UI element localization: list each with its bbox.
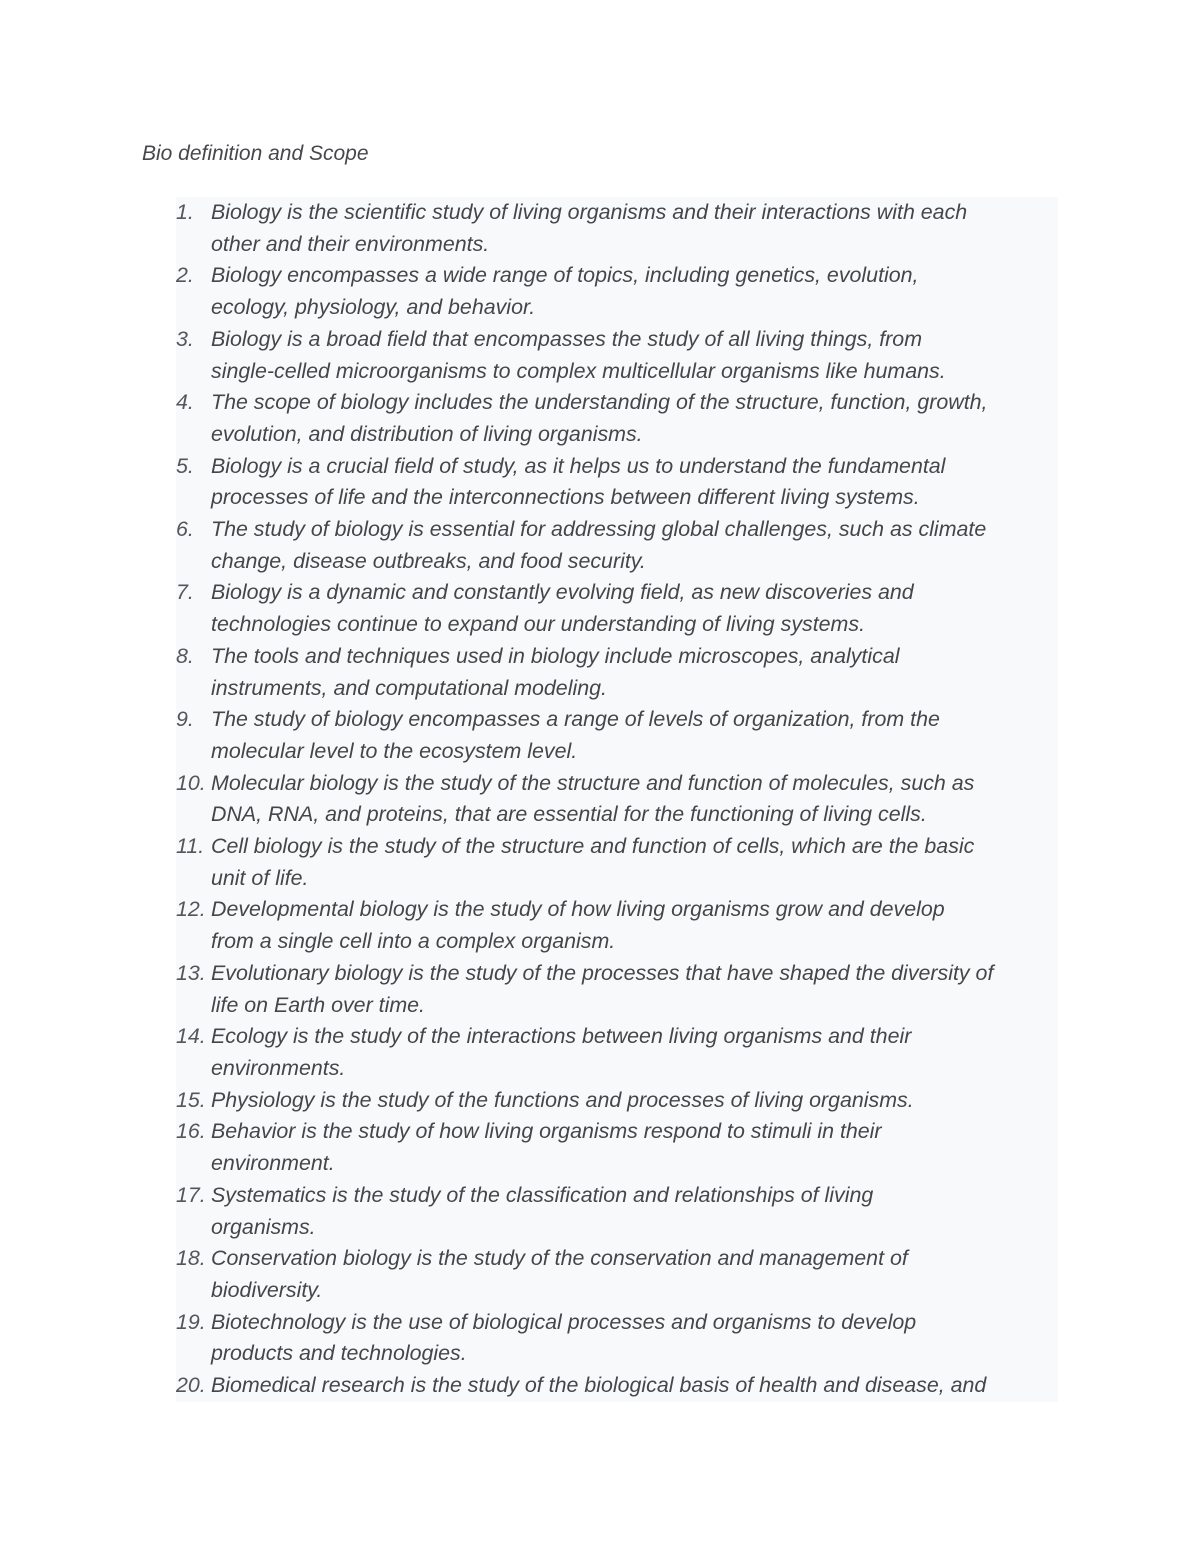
list-item-text: The study of biology is essential for addressing global challenges, such as climate: [211, 517, 987, 542]
list-item-text: Evolutionary biology is the study of the processes that have shaped the diversity of: [211, 960, 994, 985]
list-item-text: Biology is a dynamic and constantly evolving field, as new discoveries and: [211, 580, 914, 605]
list-item-text: processes of life and the interconnections between different living systems.: [211, 485, 920, 510]
list-item-text: Molecular biology is the study of the structure and function of molecules, such as: [211, 770, 975, 795]
list-item-number: 8.: [176, 643, 194, 668]
list-item-text: ecology, physiology, and behavior.: [211, 295, 536, 320]
list-item: [176, 1243, 1058, 1306]
list-item-text: organisms.: [211, 1214, 316, 1239]
list-item-number: 20.: [176, 1373, 206, 1398]
list-item-text: other and their environments.: [211, 231, 490, 256]
list-item: [176, 451, 1058, 514]
list-item-number: 1.: [176, 200, 194, 224]
list-item-number: 12.: [176, 897, 206, 922]
list-item-text: life on Earth over time.: [211, 992, 426, 1017]
list-item-text: The study of biology encompasses a range of levels of organization, from the: [211, 707, 940, 732]
list-item-text: Behavior is the study of how living organisms respond to stimuli in their: [211, 1119, 882, 1144]
list-item: [176, 1307, 1058, 1370]
list-item-text: Developmental biology is the study of how living organisms grow and develop: [211, 897, 945, 922]
list-item-number: 19.: [176, 1309, 206, 1334]
list-item-text: Physiology is the study of the functions and processes of living organisms.: [211, 1087, 914, 1112]
list-item-number: 10.: [176, 770, 206, 795]
list-item: [176, 514, 1058, 577]
list-item-text: environment.: [211, 1151, 335, 1176]
list-item-text: environments.: [211, 1055, 346, 1080]
list-item-number: 5.: [176, 453, 194, 478]
list-item-text: The tools and techniques used in biology include microscopes, analytical: [211, 643, 900, 668]
list-item-text: evolution, and distribution of living organisms.: [211, 421, 643, 446]
list-item-text: molecular level to the ecosystem level.: [211, 738, 578, 763]
list-item-text: biodiversity.: [211, 1277, 323, 1302]
numbered-list-panel: [176, 197, 1058, 1402]
list-item-text: instruments, and computational modeling.: [211, 675, 607, 700]
list-item: [176, 577, 1058, 640]
list-item: [176, 641, 1058, 704]
list-item: [176, 1116, 1058, 1179]
list-item: [176, 197, 1058, 260]
list-item: [176, 387, 1058, 450]
list-item-text: technologies continue to expand our understanding of living systems.: [211, 612, 866, 637]
list-item-text: Systematics is the study of the classification and relationships of living: [211, 1182, 874, 1207]
list-item-text: Biomedical research is the study of the biological basis of health and disease, and: [211, 1373, 987, 1398]
list-item-text: Ecology is the study of the interactions between living organisms and their: [211, 1024, 912, 1049]
list-item-number: 2.: [176, 263, 194, 288]
list-item: [176, 704, 1058, 767]
list-item: [176, 958, 1058, 1021]
list-item-text: Biology encompasses a wide range of topics, including genetics, evolution,: [211, 263, 919, 288]
numbered-list: [176, 197, 1058, 1402]
list-item: [176, 1180, 1058, 1243]
list-item-text: unit of life.: [211, 865, 309, 890]
list-item: [176, 260, 1058, 323]
list-item-number: 11.: [176, 834, 205, 859]
list-item: [176, 1085, 1058, 1117]
list-item-text: Conservation biology is the study of the conservation and management of: [211, 1246, 908, 1271]
list-item-text: Biology is a crucial field of study, as it helps us to understand the fundamental: [211, 453, 946, 478]
list-item-number: 7.: [176, 580, 194, 605]
list-item-number: 15.: [176, 1087, 206, 1112]
list-item-number: 6.: [176, 517, 194, 542]
list-item-text: products and technologies.: [211, 1341, 467, 1366]
list-item-number: 17.: [176, 1182, 206, 1207]
list-item-text: The scope of biology includes the understanding of the structure, function, growth,: [211, 390, 988, 415]
list-item-text: Biology is the scientific study of living organisms and their interactions with each: [211, 200, 968, 224]
list-item-number: 4.: [176, 390, 194, 415]
list-item-text: DNA, RNA, and proteins, that are essential for the functioning of living cells.: [211, 802, 927, 827]
list-item-number: 13.: [176, 960, 206, 985]
list-item-number: 18.: [176, 1246, 206, 1271]
list-item: [176, 894, 1058, 957]
list-item: [176, 1370, 1058, 1402]
list-item: [176, 768, 1058, 831]
list-item-text: Biotechnology is the use of biological processes and organisms to develop: [211, 1309, 917, 1334]
list-item: [176, 324, 1058, 387]
list-item: [176, 1021, 1058, 1084]
list-item-number: 3.: [176, 326, 194, 351]
list-item-text: change, disease outbreaks, and food security.: [211, 548, 646, 573]
list-item-number: 16.: [176, 1119, 206, 1144]
list-item-text: single-celled microorganisms to complex multicellular organisms like humans.: [211, 358, 946, 383]
list-item-number: 14.: [176, 1024, 206, 1049]
list-item-number: 9.: [176, 707, 194, 732]
list-item: [176, 831, 1058, 894]
page-title: Bio definition and Scope: [142, 142, 369, 165]
list-item-text: from a single cell into a complex organism.: [211, 929, 616, 954]
list-item-text: Biology is a broad field that encompasses the study of all living things, from: [211, 326, 923, 351]
list-item-text: Cell biology is the study of the structure and function of cells, which are the basic: [211, 834, 975, 859]
